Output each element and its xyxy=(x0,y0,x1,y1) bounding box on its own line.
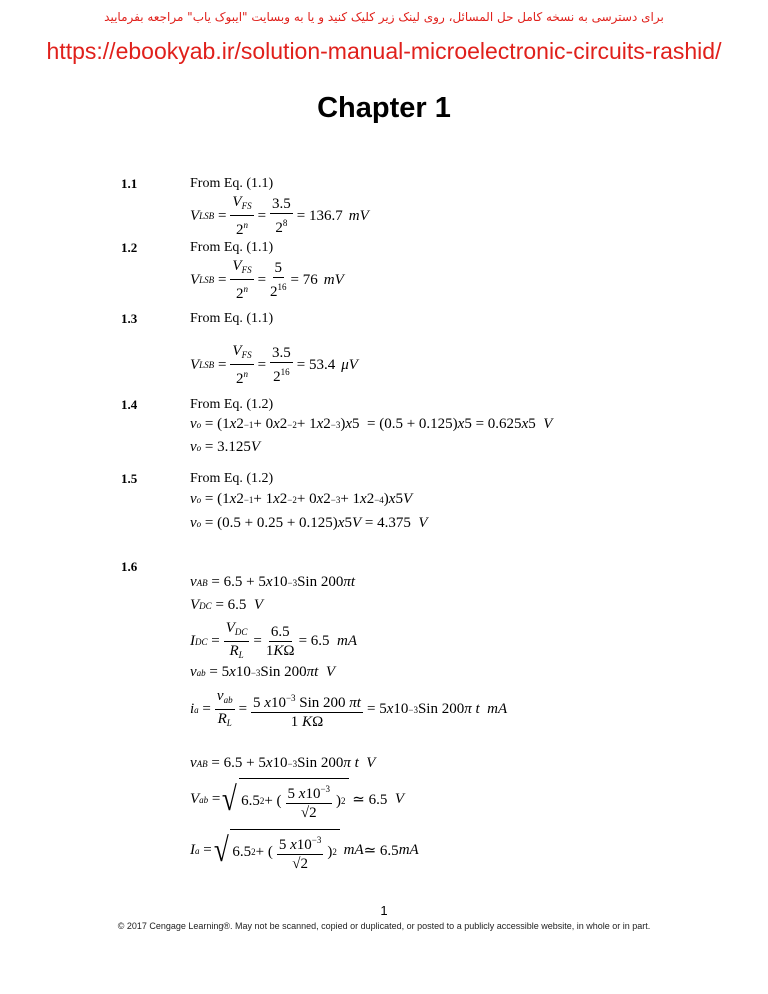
equation-1-6-ia: i a = $\frac{v_{ab}}{R_L}$ = $\frac{5 x10^{-3} Sin 200 \pi t}{1 K\Omega}$ = 5 x 10 −3 Sin 200 π t mA xyxy=(190,688,508,730)
problem-number: 1.4 xyxy=(121,397,138,412)
equation-1-2: V LSB = $\frac{V_{FS}}{2^n}$ = $\frac{5}{2^{16}}$ = 76 mV xyxy=(190,258,344,302)
equation-1-4-b: v o = 3.125 V xyxy=(190,439,261,455)
equation-reference: From Eq. (1.2) xyxy=(190,397,274,412)
problem-number: 1.6 xyxy=(121,559,138,574)
equation-1-6-vAB: v AB = 6.5 + 5 x 10 −3 Sin 200 πt xyxy=(190,574,356,590)
equation-reference: From Eq. (1.1) xyxy=(190,176,274,191)
equation-1-6-vAB-2: v AB = 6.5 + 5 x 10 −3 Sin 200 π t V xyxy=(190,755,376,771)
copyright-notice: © 2017 Cengage Learning®. May not be scanned, copied or duplicated, or posted to a publicly accessible website, in whole or in part. xyxy=(117,921,651,931)
problem-number: 1.1 xyxy=(121,176,138,191)
problem-number: 1.5 xyxy=(121,471,138,486)
equation-1-6-vdc: V DC = 6.5 V xyxy=(190,597,264,613)
equation-1-4-a: v o = (1 x 2 −1 + 0 x 2 −2 + 1 x 2 −3 ) x 5 = (0.5 + 0.125) x 5 = 0.625 x 5 V xyxy=(190,416,553,432)
equation-1-6-idc: I DC = $\frac{V_{DC}}{R_L}$ = $\frac{6.5}{1K\Omega}$ = 6.5 mA xyxy=(190,620,358,660)
persian-banner: برای دسترسی به نسخه کامل حل المسائل، روی لینک زیر کلیک کنید و یا به وبسایت "ایبوک یاب" مراجعه بفرمایید xyxy=(104,10,664,24)
equation-reference: From Eq. (1.1) xyxy=(190,240,274,255)
equation-1-1: V LSB = $\frac{V_{FS}}{2^n}$ = $\frac{3.5}{2^8}$ = 136.7 mV xyxy=(190,194,369,238)
chapter-title: Chapter 1 xyxy=(317,92,451,124)
problem-number: 1.2 xyxy=(121,240,138,255)
equation-1-5-a: v o = (1 x 2 −1 + 1 x 2 −2 + 0 x 2 −3 + 1 x 2 −4 ) x 5 V xyxy=(190,491,413,507)
equation-1-3: V LSB = $\frac{V_{FS}}{2^n}$ = $\frac{3.5}{2^{16}}$ = 53.4 μV xyxy=(190,343,358,387)
problem-number: 1.3 xyxy=(121,311,138,326)
equation-1-6-Ia-rms: I a = √ 6.5 2 + ( $\frac{5 x10^{-3}}{√2}$ ) 2 mA ≃ 6.5 mA xyxy=(190,829,419,872)
equation-1-6-Vab-rms: V ab = √ 6.5 2 + ( $\frac{5 x10^{-3}}{√2}$ ) 2 ≃ 6.5 V xyxy=(190,778,404,821)
source-url-link[interactable]: https://ebookyab.ir/solution-manual-microelectronic-circuits-rashid/ xyxy=(46,38,722,64)
equation-reference: From Eq. (1.1) xyxy=(190,311,274,326)
page-number: 1 xyxy=(380,903,388,918)
equation-1-5-b: v o = (0.5 + 0.25 + 0.125) x 5 V = 4.375 V xyxy=(190,515,428,531)
equation-1-6-vab: v ab = 5 x 10 −3 Sin 200 πt V xyxy=(190,664,336,680)
equation-reference: From Eq. (1.2) xyxy=(190,471,274,486)
